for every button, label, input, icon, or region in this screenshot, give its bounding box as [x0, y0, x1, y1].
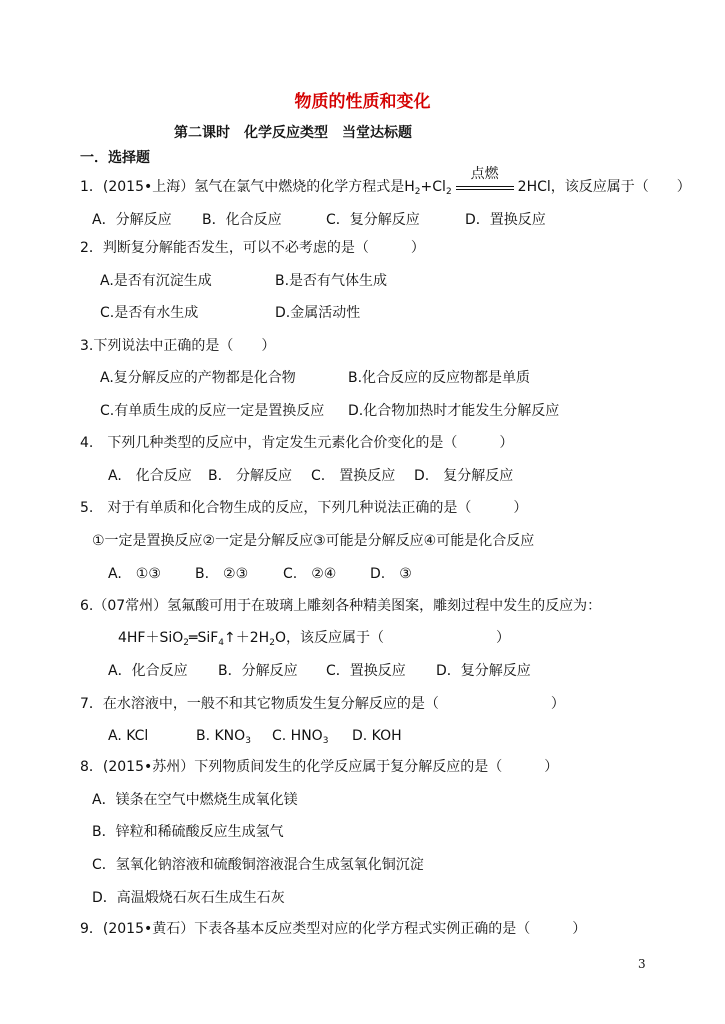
q3-option-c[interactable]: C.有单质生成的反应一定是置换反应 [100, 403, 325, 419]
q2-option-c[interactable]: C.是否有水生成 [100, 305, 199, 321]
q5-option-b[interactable]: B. ②③ [195, 566, 249, 582]
q5-option-c[interactable]: C. ②④ [283, 566, 337, 582]
q3-option-d[interactable]: D.化合物加热时才能发生分解反应 [348, 403, 560, 419]
q7-option-c-sub: 3 [322, 736, 329, 746]
q8-option-d[interactable]: D．高温煅烧石灰石生成生石灰 [92, 890, 285, 906]
q5-statements: ①一定是置换反应②一定是分解反应③可能是分解反应④可能是化合反应 [92, 533, 535, 549]
q5-option-a[interactable]: A. ①③ [108, 566, 161, 582]
section-heading: 一．选择题 [80, 150, 150, 166]
question-5-stem: 5. 对于有单质和化合物生成的反应，下列几种说法正确的是（ ） [80, 500, 528, 516]
q6-eq-sub-a: 2 [183, 638, 190, 648]
q7-option-b-sub: 3 [245, 736, 251, 746]
q2-option-a[interactable]: A.是否有沉淀生成 [100, 273, 212, 289]
q1-cl-text: +Cl [420, 179, 446, 195]
q3-option-b[interactable]: B.化合反应的反应物都是单质 [348, 370, 531, 386]
q6-eq-part-a: 4HF＋SiO [118, 630, 184, 646]
q1-option-b[interactable]: B．化合反应 [202, 212, 282, 228]
condition-label: 点燃 [470, 166, 499, 182]
question-9-stem: 9．(2015•黄石）下表各基本反应类型对应的化学方程式实例正确的是（ ） [80, 921, 587, 937]
q6-equation [118, 629, 510, 647]
q2-option-b[interactable]: B.是否有气体生成 [275, 273, 388, 289]
q3-option-a[interactable]: A.复分解反应的产物都是化合物 [100, 370, 296, 386]
question-7-stem: 7．在水溶液中，一般不和其它物质发生复分解反应的是（ ） [80, 696, 565, 712]
question-8-stem: 8．(2015•苏州）下列物质间发生的化学反应属于复分解反应的是（ ） [80, 759, 559, 775]
question-6-stem: 6.（07常州）氢氟酸可用于在玻璃上雕刻各种精美图案，雕刻过程中发生的反应为： [80, 598, 602, 614]
q1-stem-end: ，该反应属于（ ） [550, 179, 691, 195]
page-number: 3 [638, 957, 646, 971]
reaction-condition-arrow [454, 166, 516, 196]
q5-option-d[interactable]: D. ③ [370, 566, 412, 582]
q6-option-a[interactable]: A．化合反应 [108, 663, 188, 679]
q6-eq-sub-b: 4 [218, 638, 225, 648]
page-subtitle: 第二课时 化学反应类型 当堂达标题 [174, 125, 412, 141]
q4-option-a[interactable]: A. 化合反应 [108, 468, 192, 484]
q8-option-a[interactable]: A．镁条在空气中燃烧生成氧化镁 [92, 792, 298, 808]
q6-eq-part-b: ═SiF [189, 630, 219, 646]
q4-option-d[interactable]: D. 复分解反应 [414, 468, 514, 484]
q6-eq-part-d: O，该反应属于（ ） [274, 630, 510, 646]
page-title: 物质的性质和变化 [294, 92, 431, 112]
q6-eq-part-c: ↑＋2H [224, 630, 270, 646]
question-2-stem: 2．判断复分解能否发生，可以不必考虑的是（ ） [80, 240, 425, 256]
q4-option-c[interactable]: C. 置换反应 [311, 468, 396, 484]
q1-option-d[interactable]: D．置换反应 [465, 212, 546, 228]
q8-option-b[interactable]: B．锌粒和稀硫酸反应生成氢气 [92, 824, 284, 840]
q6-option-d[interactable]: D．复分解反应 [436, 663, 531, 679]
q7-option-b[interactable] [196, 727, 251, 745]
q4-option-b[interactable]: B. 分解反应 [208, 468, 293, 484]
q1-product: 2HCl [517, 179, 551, 195]
q7-option-a[interactable]: A. KCl [108, 728, 149, 744]
q7-option-c[interactable] [272, 727, 328, 745]
q2-option-d[interactable]: D.金属活动性 [275, 305, 361, 321]
q6-eq-sub-c: 2 [269, 638, 275, 648]
q6-option-c[interactable]: C．置换反应 [326, 663, 406, 679]
question-4-stem: 4. 下列几种类型的反应中，肯定发生元素化合价变化的是（ ） [80, 435, 514, 451]
q8-option-c[interactable]: C．氢氧化钠溶液和硫酸铜溶液混合生成氢氧化铜沉淀 [92, 857, 424, 873]
q7-option-d[interactable]: D. KOH [352, 728, 402, 744]
q7-option-b-text: B. KNO [196, 728, 246, 744]
q1-option-c[interactable]: C．复分解反应 [326, 212, 420, 228]
q1-subscript-cl: 2 [445, 187, 452, 197]
question-3-stem: 3.下列说法中正确的是（ ） [80, 338, 276, 354]
q1-subscript-h: 2 [414, 187, 421, 197]
q6-option-b[interactable]: B．分解反应 [218, 663, 298, 679]
question-1-stem [80, 166, 691, 197]
q1-option-a[interactable]: A．分解反应 [92, 212, 172, 228]
q1-stem-text: 1．(2015•上海）氢气在氯气中燃烧的化学方程式是H [80, 179, 415, 195]
q7-option-c-text: C. HNO [272, 728, 323, 744]
